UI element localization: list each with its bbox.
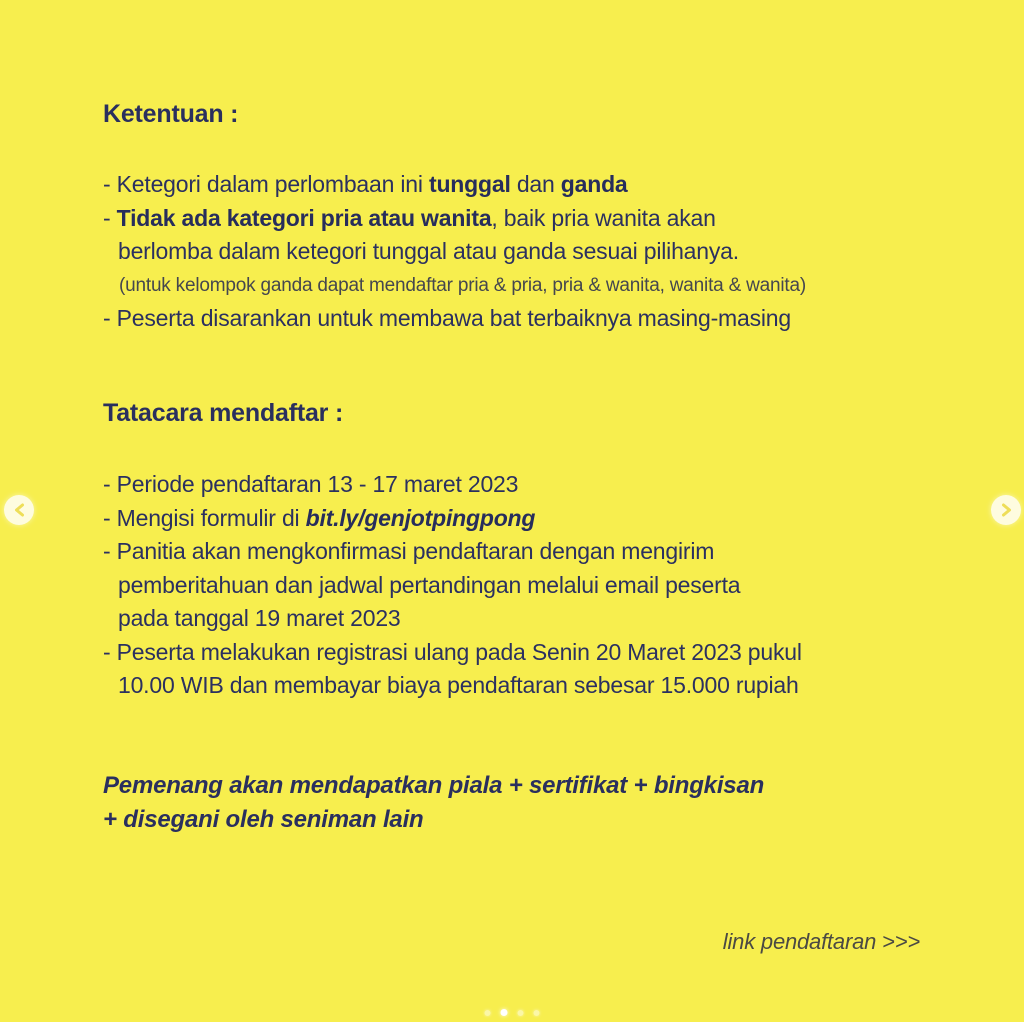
text-segment: - Peserta disarankan untuk membawa bat terbaiknya masing-masing [103,305,791,331]
ketentuan-list [103,168,806,336]
bullet-line [103,502,802,536]
bullet-line [103,202,806,236]
text-segment: dan [510,171,561,197]
carousel-prev-button[interactable] [4,495,34,525]
registration-url-text: bit.ly/genjotpingpong [305,504,536,531]
bullet-continuation-line [103,569,802,603]
ketentuan-heading: Ketentuan : [103,100,239,128]
carousel-dot[interactable] [518,1010,524,1016]
text-segment: - Mengisi formulir di [103,504,306,531]
parenthetical-note-line [103,269,806,303]
carousel-dot-active[interactable] [501,1009,508,1016]
bullet-continuation-line [103,235,806,269]
prize-note [103,769,764,837]
bullet-line [103,302,806,336]
bullet-line [103,168,806,202]
bullet-continuation-line [103,669,802,703]
carousel-pagination-dots [485,1009,540,1016]
chevron-right-icon [1001,503,1012,517]
tatacara-heading: Tatacara mendaftar : [103,399,344,427]
bullet-line [103,535,802,569]
carousel-dot[interactable] [485,1010,491,1016]
bullet-continuation-line [103,602,802,636]
carousel-dot[interactable] [534,1010,540,1016]
text-segment: (untuk kelompok ganda dapat mendaftar pria & pria, pria & wanita, wanita & wanita) [119,274,806,296]
bullet-line [103,636,802,670]
text-segment: , baik pria wanita akan [491,204,716,231]
text-segment-bold: tunggal [429,171,511,197]
tatacara-list [103,468,802,703]
prize-note-line: Pemenang akan mendapatkan piala + sertifikat + bingkisan [103,772,765,799]
prize-note-line: + disegani oleh seniman lain [103,806,424,833]
text-segment: pemberitahuan dan jadwal pertandingan melalui email peserta [118,571,741,598]
text-segment: - Ketegori dalam perlombaan ini [103,171,429,197]
text-segment: pada tanggal 19 maret 2023 [118,605,401,631]
text-segment: - [103,204,117,231]
bullet-line [103,468,802,502]
registration-link[interactable]: link pendaftaran >>> [722,929,920,954]
text-segment: berlomba dalam ketegori tunggal atau ganda sesuai pilihanya. [118,238,739,264]
text-segment: - Periode pendaftaran 13 - 17 maret 2023 [103,471,519,497]
text-segment: 10.00 WIB dan membayar biaya pendaftaran sebesar 15.000 rupiah [118,672,799,698]
text-segment: - Panitia akan mengkonfirmasi pendaftaran dengan mengirim [103,538,715,564]
text-segment: - Peserta melakukan registrasi ulang pada Senin 20 Maret 2023 pukul [103,638,802,665]
text-segment-bold: Tidak ada kategori pria atau wanita [116,204,492,231]
carousel-next-button[interactable] [991,495,1021,525]
chevron-left-icon [14,503,25,517]
text-segment-bold: ganda [560,171,628,197]
